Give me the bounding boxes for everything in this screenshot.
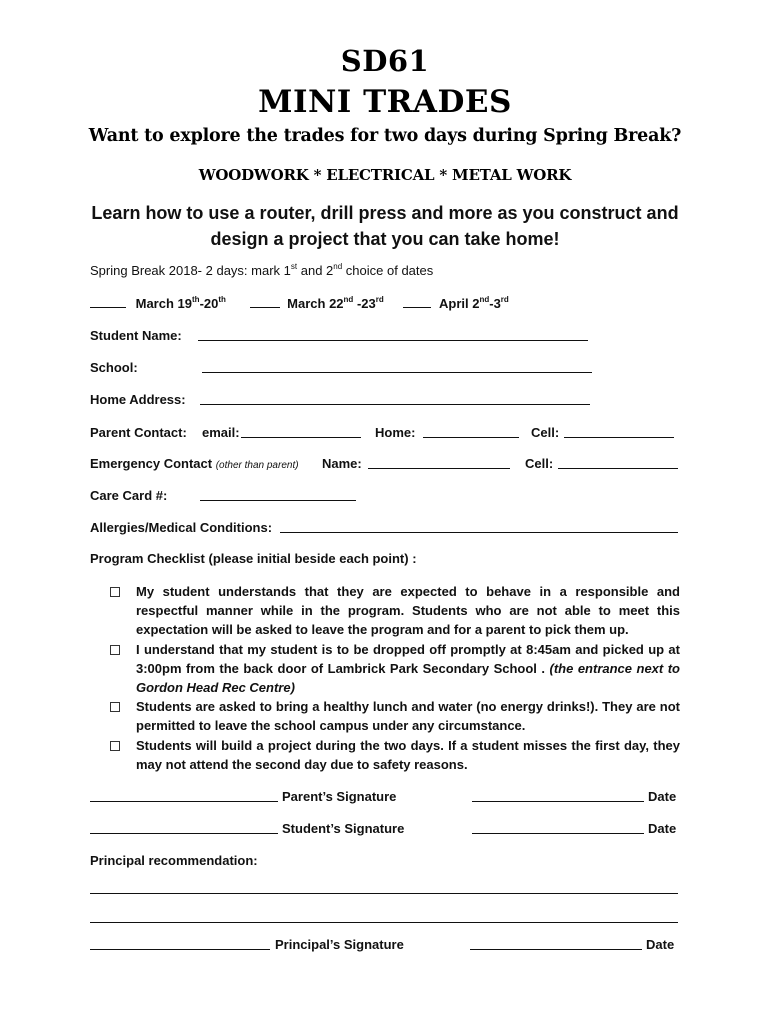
emergency-note: (other than parent) bbox=[215, 460, 299, 471]
subtitle: Want to explore the trades for two days during Spring Break? bbox=[88, 126, 682, 146]
home-phone-label: Home: bbox=[375, 425, 416, 440]
care-card-label: Care Card #: bbox=[90, 488, 168, 503]
care-card-row bbox=[90, 488, 680, 503]
parent-contact-row bbox=[90, 425, 680, 440]
emergency-cell-field[interactable] bbox=[558, 456, 678, 469]
dates-intro: Spring Break 2018- 2 days: mark 1st and 2nd choice of dates bbox=[90, 262, 434, 278]
parent-email-field[interactable] bbox=[241, 425, 361, 438]
student-signature-label: Student’s Signature bbox=[282, 821, 405, 836]
lead-text: Learn how to use a router, drill press and more as you construct and design a project that you can take home! bbox=[91, 203, 679, 249]
allergies-row bbox=[90, 520, 680, 535]
emergency-contact-label: Emergency Contact bbox=[90, 456, 213, 471]
parent-signature-field[interactable] bbox=[90, 789, 278, 802]
checkbox[interactable] bbox=[110, 702, 120, 712]
checklist-item: I understand that my student is to be dropped off promptly at 8:45am and picked up at 3:00pm from the back door of Lambrick Park Secondary School . (the entrance next to Gordon Head Rec Centre) bbox=[108, 640, 680, 698]
checklist-heading: Program Checklist (please initial beside each point) : bbox=[90, 551, 417, 566]
care-card-field[interactable] bbox=[200, 488, 356, 501]
home-address-label: Home Address: bbox=[90, 392, 186, 407]
parent-signature-label: Parent’s Signature bbox=[282, 789, 397, 804]
allergies-label: Allergies/Medical Conditions: bbox=[90, 520, 273, 535]
principal-signature-label: Principal’s Signature bbox=[275, 937, 404, 952]
home-address-field[interactable] bbox=[200, 392, 590, 405]
student-date-label: Date bbox=[648, 821, 677, 836]
principal-recommendation-label: Principal recommendation: bbox=[90, 853, 258, 868]
school-field[interactable] bbox=[202, 360, 592, 373]
student-name-row bbox=[90, 328, 680, 343]
program-checklist bbox=[108, 582, 680, 774]
checklist-item: Students are asked to bring a healthy lunch and water (no energy drinks!). They are not permitted to leave the school campus under any circumstance. bbox=[108, 697, 680, 735]
checklist-item: My student understands that they are expected to behave in a responsible and respectful manner while in the program. Students who are not able to meet this expectation will be asked to leave the program and for a parent to pick them up. bbox=[108, 582, 680, 640]
home-address-row bbox=[90, 392, 680, 407]
date-option-1-blank[interactable] bbox=[90, 295, 126, 308]
email-label: email: bbox=[202, 425, 240, 440]
date-option-1-label: March 19th-20th bbox=[135, 295, 226, 311]
principal-recommendation-line-2[interactable] bbox=[90, 922, 678, 923]
checkbox[interactable] bbox=[110, 587, 120, 597]
date-option-2-blank[interactable] bbox=[250, 295, 280, 308]
student-date-field[interactable] bbox=[472, 821, 644, 834]
emergency-cell-label: Cell: bbox=[525, 456, 554, 471]
parent-cell-field[interactable] bbox=[564, 425, 674, 438]
checkbox[interactable] bbox=[110, 645, 120, 655]
student-name-label: Student Name: bbox=[90, 328, 182, 343]
parent-date-label: Date bbox=[648, 789, 677, 804]
program-title: MINI TRADES bbox=[258, 84, 512, 120]
allergies-field[interactable] bbox=[280, 520, 678, 533]
student-signature-field[interactable] bbox=[90, 821, 278, 834]
cell-label: Cell: bbox=[531, 425, 560, 440]
date-option-2-label: March 22nd -23rd bbox=[287, 295, 384, 311]
emergency-name-field[interactable] bbox=[368, 456, 510, 469]
parent-home-phone-field[interactable] bbox=[423, 425, 519, 438]
trades-list: WOODWORK * ELECTRICAL * METAL WORK bbox=[198, 166, 572, 184]
school-row bbox=[90, 360, 680, 375]
student-name-field[interactable] bbox=[198, 328, 588, 341]
principal-date-label: Date bbox=[646, 937, 675, 952]
principal-signature-field[interactable] bbox=[90, 937, 270, 950]
parent-date-field[interactable] bbox=[472, 789, 644, 802]
principal-recommendation-line-1[interactable] bbox=[90, 893, 678, 894]
emergency-contact-row bbox=[90, 456, 680, 471]
date-options bbox=[90, 295, 680, 311]
checkbox[interactable] bbox=[110, 741, 120, 751]
school-label: School: bbox=[90, 360, 138, 375]
date-option-3-label: April 2nd-3rd bbox=[438, 295, 509, 311]
date-option-3-blank[interactable] bbox=[403, 295, 431, 308]
emergency-name-label: Name: bbox=[322, 456, 362, 471]
checklist-item: Students will build a project during the two days. If a student misses the first day, they may not attend the second day due to safety reasons. bbox=[108, 736, 680, 774]
parent-contact-label: Parent Contact: bbox=[90, 425, 187, 440]
principal-date-field[interactable] bbox=[470, 937, 642, 950]
district-title: SD61 bbox=[340, 44, 430, 78]
